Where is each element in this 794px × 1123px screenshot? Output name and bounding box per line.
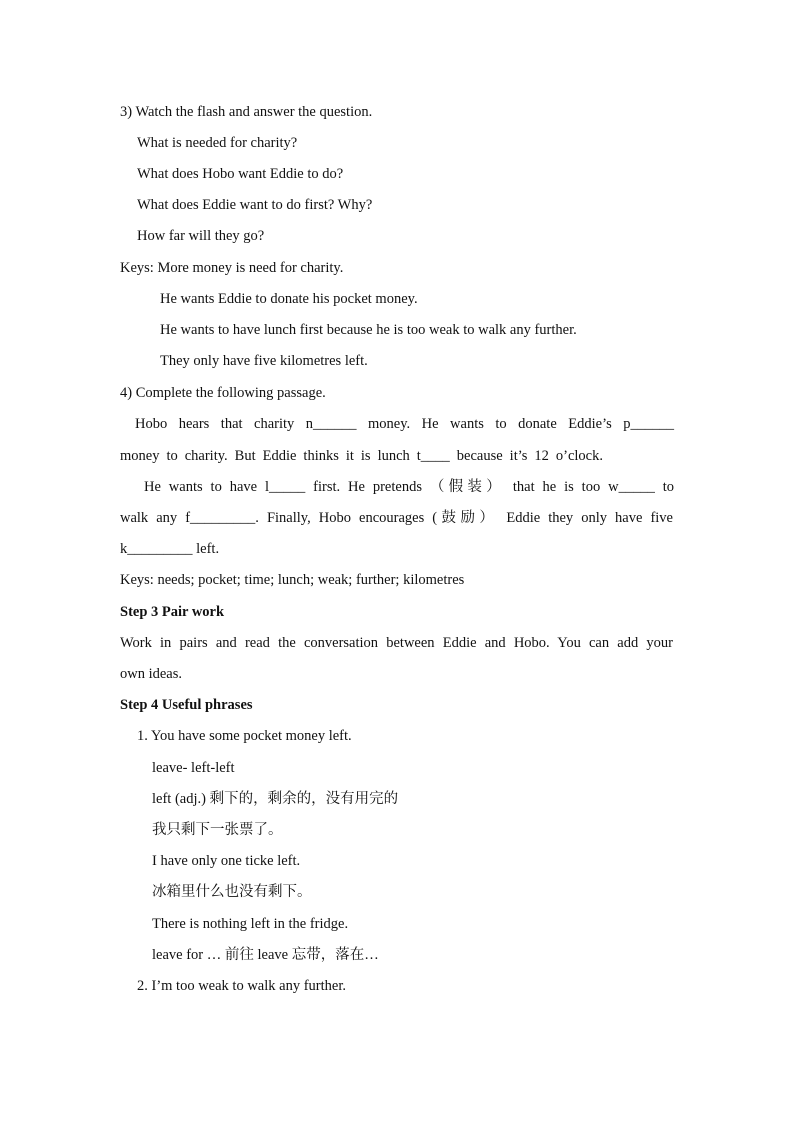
phrase-item-1-line-3: 我只剩下一张票了。	[152, 822, 283, 838]
step-3-line-1: Work in pairs and read the conversation between Eddie and Hobo. You can add your	[120, 635, 673, 651]
phrase-item-1-line-2: left (adj.) 剩下的，剩余的，没有用完的	[152, 791, 399, 807]
step-3-heading: Step 3 Pair work	[120, 604, 225, 620]
section-3-key-4: They only have five kilometres left.	[160, 353, 368, 369]
passage-line-2: money to charity. But Eddie thinks it is lunch t____ because it’s 12 o’clock.	[120, 448, 603, 464]
section-3-keys-label: Keys: More money is need for charity.	[120, 260, 344, 276]
section-3-heading: 3) Watch the flash and answer the question.	[120, 104, 373, 120]
section-4-heading: 4) Complete the following passage.	[120, 385, 326, 401]
question-3: What does Eddie want to do first? Why?	[137, 197, 373, 213]
question-4: How far will they go?	[137, 228, 265, 244]
phrase-item-1-line-1: leave- left-left	[152, 760, 235, 776]
passage-line-4: walk any f_________. Finally, Hobo encourages (鼓励） Eddie they only have five	[120, 510, 673, 526]
section-4-keys: Keys: needs; pocket; time; lunch; weak; further; kilometres	[120, 572, 465, 588]
section-3-key-3: He wants to have lunch first because he is too weak to walk any further.	[160, 322, 577, 338]
question-2: What does Hobo want Eddie to do?	[137, 166, 344, 182]
step-4-heading: Step 4 Useful phrases	[120, 697, 253, 713]
passage-line-5: k_________ left.	[120, 541, 220, 557]
passage-line-1: Hobo hears that charity n______ money. He wants to donate Eddie’s p______	[135, 416, 674, 432]
passage-line-3: He wants to have l_____ first. He pretends （假装） that he is too w_____ to	[144, 479, 674, 495]
phrase-item-1: 1. You have some pocket money left.	[137, 728, 352, 744]
phrase-item-1-line-7: leave for … 前往 leave 忘带，落在…	[152, 947, 379, 963]
section-3-key-2: He wants Eddie to donate his pocket money.	[160, 291, 418, 307]
phrase-item-2: 2. I’m too weak to walk any further.	[137, 978, 346, 994]
phrase-item-1-line-5: 冰箱里什么也没有剩下。	[152, 884, 312, 900]
question-1: What is needed for charity?	[137, 135, 298, 151]
phrase-item-1-line-4: I have only one ticke left.	[152, 853, 301, 869]
step-3-line-2: own ideas.	[120, 666, 183, 682]
phrase-item-1-line-6: There is nothing left in the fridge.	[152, 916, 349, 932]
